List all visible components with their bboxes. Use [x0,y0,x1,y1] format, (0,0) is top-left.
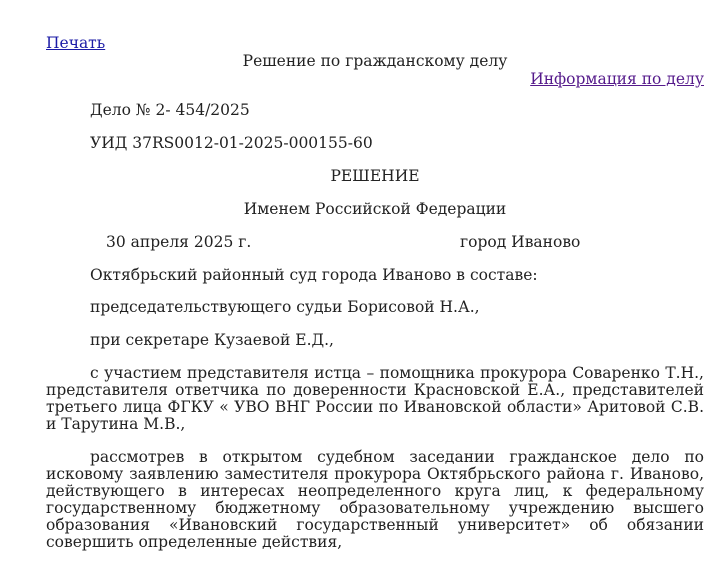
court-composition: Октябрьский районный суд города Иваново в составе: [90,266,538,284]
participants: с участием представителя истца – помощника прокурора Соваренко Т.Н., представителя ответчика по доверенности Красновской Е.А., представителей третьего лица ФГКУ « УВО ВНГ России по Ивановской области» Аритовой С.В. и Тарутина М.В., [46,364,704,433]
consideration: рассмотрев в открытом судебном заседании гражданское дело по исковому заявлению заместителя прокурора Октябрьского района г. Иваново, действующего в интересах неопределенного круга лиц, к федеральному государственному бюджетному образовательному учреждению высшего образования «Ивановский государственный университет» об обязании совершить определенные действия, [46,448,704,551]
decision-city: город Иваново [460,233,581,251]
document-title: Решение по гражданскому делу [242,52,508,70]
secretary: при секретаре Кузаевой Е.Д., [90,331,334,349]
case-info-link[interactable]: Информация по делу [530,70,704,88]
decision-subheading: Именем Российской Федерации [243,200,507,218]
document-body [46,102,704,567]
decision-date: 30 апреля 2025 г. [106,233,252,251]
date-city-row [46,234,704,251]
decision-heading: РЕШЕНИЕ [330,167,420,185]
uid: УИД 37RS0012-01-2025-000155-60 [90,134,373,152]
print-link[interactable]: Печать [46,34,106,52]
judge: председательствующего судьи Борисовой Н.А., [90,298,480,316]
case-number: Дело № 2- 454/2025 [90,101,250,119]
